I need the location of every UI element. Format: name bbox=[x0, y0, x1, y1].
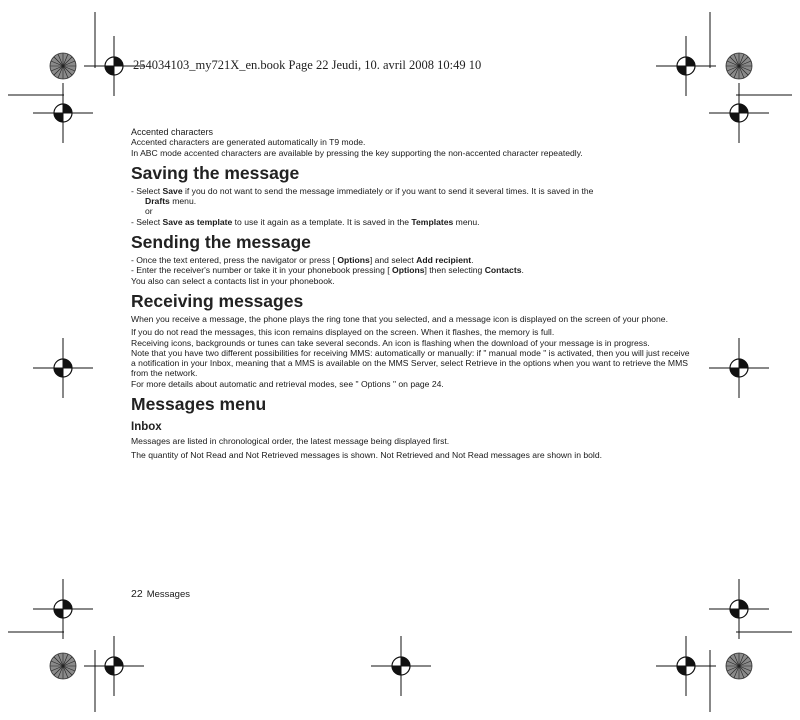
registration-star-top-right bbox=[726, 53, 752, 79]
footer-section: Messages bbox=[146, 589, 190, 600]
registration-star-top-left bbox=[50, 53, 76, 79]
registration-cross-bottom-right bbox=[656, 636, 716, 696]
book-header: 254034103_my721X_en.book Page 22 Jeudi, 10. avril 2008 10:49 10 bbox=[133, 58, 482, 72]
sending-heading: Sending the message bbox=[131, 232, 311, 253]
accented-title: Accented characters bbox=[131, 127, 214, 137]
sending-section bbox=[131, 233, 691, 286]
saving-heading: Saving the message bbox=[131, 162, 300, 183]
options-keyword: Options bbox=[337, 255, 370, 266]
drafts-keyword: Drafts bbox=[145, 196, 170, 207]
add-recipient-keyword: Add recipient bbox=[416, 255, 472, 266]
registration-cross-left-upper bbox=[33, 83, 93, 143]
receiving-paragraph-1: When you receive a message, the phone plays the ring tone that you selected, and a message icon is displayed on the screen of your phone. bbox=[131, 313, 668, 324]
text: - Once the text entered, press the navigator or press [ bbox=[131, 255, 338, 266]
inbox-title: Inbox bbox=[131, 421, 162, 434]
messages-menu-heading: Messages menu bbox=[131, 394, 267, 415]
registration-star-bottom-left bbox=[50, 653, 76, 679]
registration-cross-mid-left bbox=[33, 338, 93, 398]
saving-item-save bbox=[131, 186, 691, 207]
save-as-template-keyword: Save as template bbox=[162, 216, 233, 227]
registration-cross-top-right bbox=[656, 36, 716, 96]
receiving-paragraph-3: Receiving icons, backgrounds or tunes can take several seconds. An icon is flashing when the download of your message is in progress. bbox=[131, 337, 650, 348]
receiving-section bbox=[131, 292, 691, 389]
accented-section bbox=[131, 127, 691, 158]
templates-keyword: Templates bbox=[411, 216, 454, 227]
saving-item-template bbox=[131, 217, 691, 227]
options-keyword: Options bbox=[392, 265, 425, 276]
receiving-paragraph-2: If you do not read the messages, this icon remains displayed on the screen. When it flashes, the memory is full. bbox=[131, 327, 555, 338]
inbox-paragraph-2: The quantity of Not Read and Not Retrieved messages is shown. Not Retrieved and Not Read messages are shown in bold. bbox=[131, 449, 602, 460]
messages-menu-section bbox=[131, 395, 691, 460]
text: . bbox=[521, 265, 524, 276]
registration-cross-bottom-left bbox=[84, 636, 144, 696]
save-keyword: Save bbox=[162, 185, 183, 196]
text: to use it again as a template. It is saved in the bbox=[232, 216, 412, 227]
text: - Select bbox=[131, 216, 163, 227]
registration-cross-right-upper bbox=[709, 83, 769, 143]
receiving-paragraph-4: Note that you have two different possibilities for receiving MMS: automatically or manually: if " manual mode " is activated, then you will just receive a notification in your Inbox, meaning that a MMS is available on the MMS Server, select Retrieve in the options when you want to retrieve the MMS from the network. bbox=[131, 347, 690, 379]
page-content bbox=[131, 127, 691, 460]
text: menu. bbox=[169, 196, 197, 207]
registration-cross-mid-right bbox=[709, 338, 769, 398]
sending-item-1 bbox=[131, 255, 691, 265]
registration-cross-bottom-center bbox=[371, 636, 431, 696]
text: ] then selecting bbox=[424, 265, 485, 276]
saving-section bbox=[131, 164, 691, 227]
receiving-heading: Receiving messages bbox=[131, 290, 304, 311]
receiving-paragraph-5: For more details about automatic and retrieval modes, see " Options " on page 24. bbox=[131, 378, 444, 389]
text: - Select bbox=[131, 185, 163, 196]
page-footer bbox=[131, 588, 190, 600]
text: . bbox=[471, 255, 474, 266]
text: - Enter the receiver's number or take it in your phonebook pressing [ bbox=[131, 265, 393, 276]
text: menu. bbox=[453, 216, 480, 227]
contacts-keyword: Contacts bbox=[484, 265, 522, 276]
text: if you do not want to send the message immediately or if you want to send it several times. It is saved in the bbox=[182, 185, 594, 196]
page-number: 22 bbox=[131, 588, 143, 600]
saving-or: or bbox=[145, 206, 153, 217]
inbox-paragraph-1: Messages are listed in chronological order, the latest message being displayed first. bbox=[131, 436, 450, 447]
registration-cross-right-lower bbox=[709, 579, 769, 639]
text: ] and select bbox=[369, 255, 417, 266]
accented-line-1: Accented characters are generated automatically in T9 mode. bbox=[131, 137, 366, 148]
sending-item-2 bbox=[131, 265, 691, 275]
sending-line-3: You also can select a contacts list in your phonebook. bbox=[131, 275, 335, 286]
accented-line-2: In ABC mode accented characters are available by pressing the key supporting the non-accented character repeatedly. bbox=[131, 147, 583, 158]
registration-cross-left-lower bbox=[33, 579, 93, 639]
registration-star-bottom-right bbox=[726, 653, 752, 679]
